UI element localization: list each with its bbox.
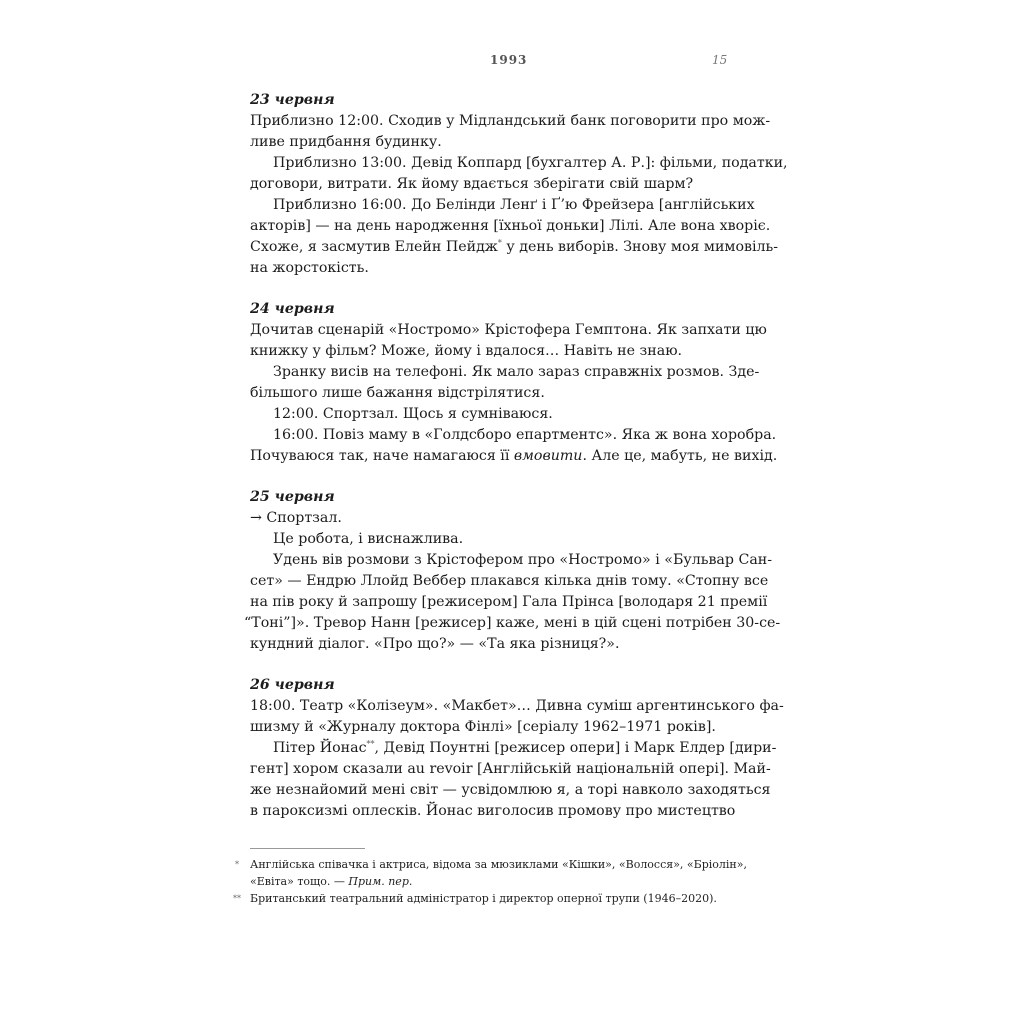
text-line: шизму й «Журналу доктора Фінлі» [серіалу 1962–1971 років]. — [250, 719, 716, 735]
text-span: , Девід Поунтні [режисер опери] і Марк Елдер [дири- — [374, 740, 777, 756]
text-line: Зранку висів на телефоні. Як мало зараз справжніх розмов. Зде- — [273, 364, 760, 380]
running-head — [250, 53, 765, 71]
text-line: на пів року й запрошу [режисером] Гала Прінса [володаря 21 премії — [250, 594, 768, 610]
main-text — [244, 90, 788, 842]
text-line: 16:00. Повіз маму в «Голдсборо епартментс». Яка ж вона хоробра. — [273, 427, 777, 443]
text-line: книжку у фільм? Може, йому і вдалося… Навіть не знаю. — [250, 343, 683, 359]
footnote — [228, 856, 768, 873]
text-line: же незнайомий мені світ — усвідомлюю я, а торі навколо заходяться — [250, 782, 771, 798]
footnote-text: Англійська співачка і актриса, відома за мюзиклами «Кішки», «Волосся», «Бріолін», — [250, 858, 747, 871]
footnote-text: «Евіта» тощо. — — [250, 875, 349, 888]
text-line: 12:00. Спортзал. Щось я сумніваюся. — [273, 406, 553, 422]
text-line: Дочитав сценарій «Ностромо» Крістофера Гемптона. Як запхати цю — [250, 322, 767, 338]
text-span: . Але це, мабуть, не вихід. — [582, 448, 778, 464]
text-span: у день виборів. Знову моя мимовіль- — [506, 239, 779, 255]
footnotes — [228, 856, 768, 907]
entry-date: 24 червня — [250, 301, 335, 317]
diary-entry — [250, 675, 784, 822]
text-line: в пароксизмі оплесків. Йонас виголосив промову про мистецтво — [250, 803, 736, 819]
text-line: Удень вів розмови з Крістофером про «Ностромо» і «Бульвар Сан- — [273, 552, 773, 568]
entry-date: 23 червня — [250, 92, 335, 108]
footnote-ref: ** — [366, 739, 375, 749]
text-span: Почуваюся так, наче намагаюся її — [250, 448, 514, 464]
text-line: 18:00. Театр «Колізеум». «Макбет»… Дивна суміш аргентинського фа- — [250, 698, 784, 714]
text-line: Приблизно 12:00. Сходив у Мідландський банк поговорити про мож- — [250, 113, 771, 129]
footnote-continuation — [228, 873, 768, 890]
footnote-ref: * — [497, 238, 502, 248]
text-line — [250, 738, 777, 759]
entry-date: 26 червня — [250, 677, 335, 693]
footnote — [228, 890, 768, 907]
text-line: Приблизно 13:00. Девід Коппард [бухгалтер А. Р.]: фільми, податки, — [273, 155, 788, 171]
text-line: кундний діалог. «Про що?» — «Та яка різниця?». — [250, 636, 620, 652]
text-line: акторів] — на день народження [їхньої доньки] Лілі. Але вона хворіє. — [250, 218, 771, 234]
text-line: гент] хором сказали au revoir [Англійській національній опері]. Май- — [250, 761, 771, 777]
text-span: Пітер Йонас — [273, 740, 367, 756]
text-line: договори, витрати. Як йому вдається зберігати свій шарм? — [250, 176, 694, 192]
footnote-text: Британський театральний адміністратор і директор оперної трупи (1946–2020). — [250, 892, 717, 905]
page-number: 15 — [712, 53, 728, 67]
running-head-year: 1993 — [490, 53, 528, 67]
entry-date: 25 червня — [250, 489, 335, 505]
text-line: Приблизно 16:00. До Белінди Ленґ і Ґ’ю Фрейзера [англійських — [273, 197, 755, 213]
italic-span: вмовити — [513, 448, 583, 464]
footnote-note: Прим. пер. — [348, 875, 413, 888]
text-line: “Тоні”]». Тревор Нанн [режисер] каже, мені в цій сцені потрібен 30-се- — [244, 615, 781, 631]
text-line: сет» — Ендрю Ллойд Веббер плакався кілька днів тому. «Стопну все — [250, 573, 769, 589]
text-line: → Спортзал. — [250, 510, 342, 526]
footnote-divider — [250, 848, 365, 849]
footnote-mark: ** — [233, 894, 241, 903]
text-line: ливе придбання будинку. — [250, 134, 442, 150]
text-line: Це робота, і виснажлива. — [273, 531, 464, 547]
diary-entry — [250, 299, 778, 467]
text-span: Схоже, я засмутив Елейн Пейдж — [250, 239, 498, 255]
diary-entry — [244, 487, 781, 655]
text-line — [250, 446, 778, 467]
text-line: більшого лише бажання відстрілятися. — [250, 385, 545, 401]
text-line: на жорстокість. — [250, 260, 369, 276]
text-line — [250, 237, 779, 258]
diary-entry — [250, 90, 788, 279]
footnote-mark: * — [235, 860, 239, 869]
